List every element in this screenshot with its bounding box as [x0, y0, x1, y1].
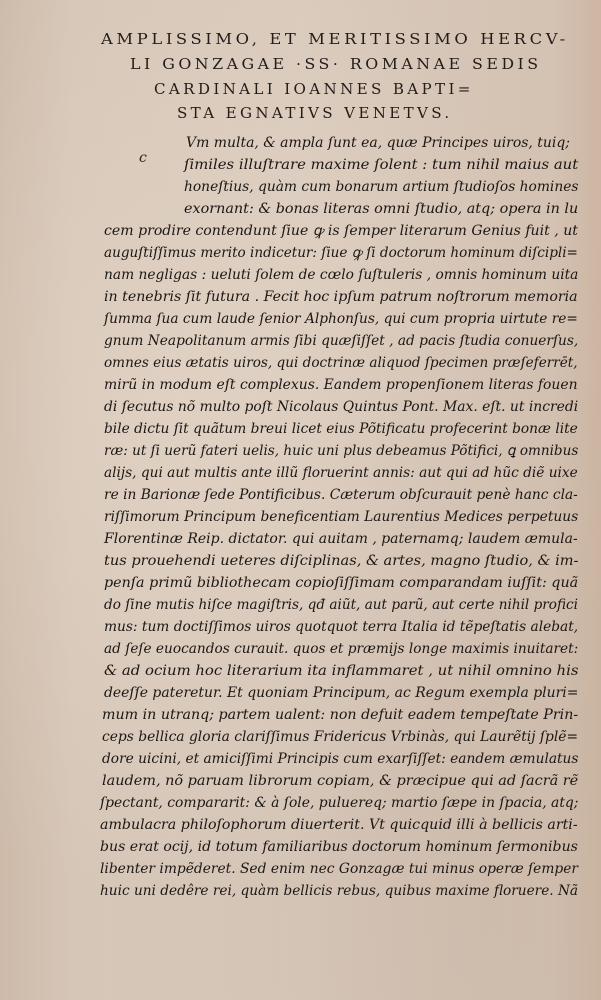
text-line: Florentinæ Reip. dictator. qui auitam , paternamq; laudem æmula- [104, 531, 578, 547]
text-line: auguſtiſſimus merito indicetur: ſiue ꝙ ſi doctorum hominum diſcipli= [104, 245, 578, 261]
text-line: gnum Neapolitanum armis ſibi quæſiſſet , ad pacis ſtudia conuerſus, [104, 333, 579, 349]
text-line: cem prodire contendunt ſiue ꝙ is ſemper literarum Genius fuit , ut [104, 223, 578, 239]
text-line: ræ: ut ſi uerũ fateri uelis, huic uni plus debeamus Põtifici, ꝗ omnibus [104, 443, 579, 459]
text-line: di ſecutus nõ multo poſt Nicolaus Quintus Pont. Max. eſt. ut incredi [104, 399, 579, 415]
text-line: tus prouehendi ueteres diſciplinas, & artes, magno ſtudio, & im- [104, 553, 579, 569]
text-line: mirũ in modum eſt complexus. Eandem propenſionem literas fouen [104, 377, 578, 393]
text-line: exornant: & bonas literas omni ſtudio, atq; opera in lu [184, 201, 579, 217]
text-line: huic uni dedêre rei, quàm bellicis rebus, quibus maxime floruere. Nã [100, 883, 579, 899]
text-line: deeſſe pateretur. Et quoniam Principum, ac Regum exempla pluri= [104, 685, 579, 701]
heading-line-4: STA EGNATIVS VENETVS. [177, 106, 453, 122]
text-line: laudem, nõ paruam librorum copiam, & præcipue qui ad ſacrã rẽ [102, 773, 579, 789]
text-line: ſimiles illuſtrare maxime ſolent : tum nihil maius aut [184, 157, 579, 173]
text-line: bus erat ocij, id totum familiaribus doctorum hominum ſermonibus [100, 839, 578, 855]
text-line: alijs, qui aut multis ante illũ floruerint annis: aut qui ad hũc diẽ uixe [104, 465, 578, 481]
text-line: riſſimorum Principum beneficentiam Laurentius Medices perpetuus [104, 509, 579, 525]
text-line: nam negligas : ueluti ſolem de cœlo ſuſtuleris , omnis hominum uita [104, 267, 579, 283]
text-line: ceps bellica gloria clariſſimus Fridericus Vrbinàs, qui Laurẽtij ſplẽ= [102, 729, 579, 745]
text-line: ſpectant, compararit: & à ſole, puluereq; martio ſæpe in ſpacia, atq; [100, 795, 579, 811]
text-line: & ad ocium hoc literarium ita inflammaret , ut nihil omnino his [104, 663, 579, 679]
text-line: mus: tum doctiſſimos uiros quotquot terra Italia id tẽpeſtatis alebat, [104, 619, 579, 635]
text-line: ambulacra philoſophorum diuerterit. Vt quicquid illi à bellicis arti- [100, 817, 578, 833]
text-line: honeſtius, quàm cum bonarum artium ſtudioſos homines [184, 179, 579, 195]
text-line: omnes eius ætatis uiros, qui doctrinæ aliquod ſpecimen præſeferrēt, [104, 355, 578, 371]
initial-guide-letter: c [139, 150, 147, 166]
heading-line-1: AMPLISSIMO, ET MERITISSIMO HERCV- [101, 32, 569, 48]
text-line: libenter impẽderet. Sed enim nec Gonzagæ tui minus operæ ſemper [100, 861, 579, 877]
text-line: Vm multa, & ampla ſunt ea, quæ Principes uiros, tuiq; [186, 135, 571, 151]
text-line: do ſine mutis hiſce magiſtris, qđ aiũt, aut parũ, aut certe nihil profici [104, 597, 579, 613]
heading-line-3: CARDINALI IOANNES BAPTI= [154, 82, 474, 98]
text-line: penſa primũ bibliothecam copioſiſſimam comparandam iuſſit: quã [104, 575, 579, 591]
text-line: ad ſeſe euocandos curauit. quos et præmijs longe maximis inuitaret: [104, 641, 579, 657]
text-line: dore uicini, et amiciſſimi Principis cum exarſiſſet: eandem æmulatus [102, 751, 579, 767]
heading-line-2: LI GONZAGAE ·SS· ROMANAE SEDIS [130, 57, 542, 73]
text-line: re in Barionæ ſede Pontificibus. Cæterum obſcurauit penè hanc cla- [104, 487, 578, 503]
text-line: in tenebris ſit futura . Fecit hoc ipſum patrum noſtrorum memoria [104, 289, 578, 305]
text-line: ſumma ſua cum laude ſenior Alphonſus, qui cum propria uirtute re= [104, 311, 578, 327]
text-line: mum in utranq; partem ualent: non defuit eadem tempeſtate Prin- [102, 707, 579, 723]
text-line: bile dictu ſit quãtum breui licet eius Põtificatu profecerint bonæ lite [104, 421, 578, 437]
